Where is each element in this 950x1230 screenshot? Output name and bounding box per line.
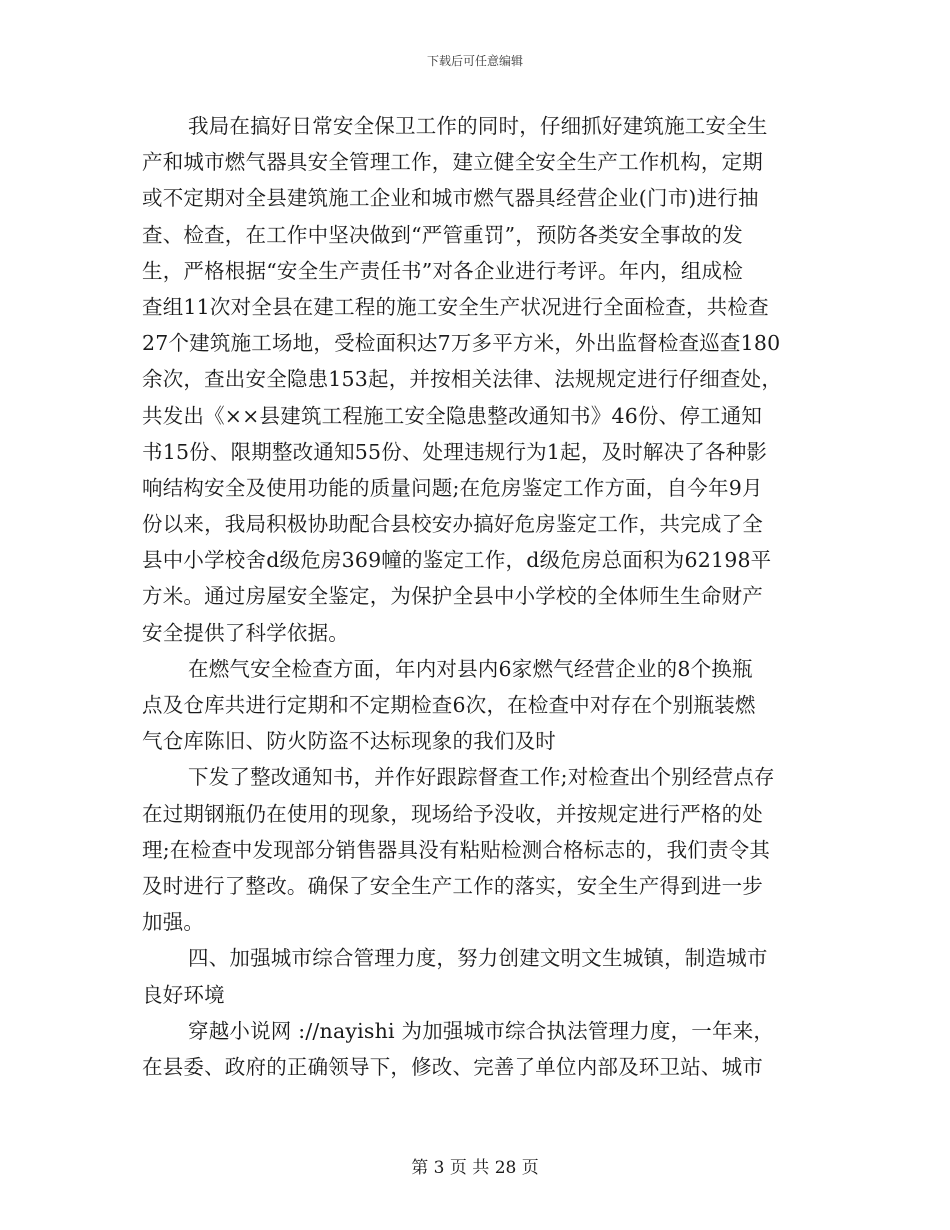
text-line: 共发出《××县建筑工程施工安全隐患整改通知书》46份、停工通知 (142, 403, 763, 428)
text-line: 安全提供了科学依据。 (142, 620, 349, 645)
text-line: 及时进行了整改。确保了安全生产工作的落实，安全生产得到进一步 (142, 873, 763, 898)
text-line: 加强。 (142, 910, 205, 935)
section-heading: 良好环境 (142, 982, 225, 1007)
text-line: 27个建筑施工场地，受检面积达7万多平方米，外出监督检查巡查180 (142, 331, 781, 356)
text-line: 气仓库陈旧、防火防盗不达标现象的我们及时 (142, 729, 556, 754)
text-line: 下发了整改通知书，并作好跟踪督查工作;对检查出个别经营点存 (188, 765, 775, 790)
text-line: 余次，查出安全隐患153起，并按相关法律、法规规定进行仔细查处， (142, 367, 783, 392)
text-line: 或不定期对全县建筑施工企业和城市燃气器具经营企业(门市)进行抽 (142, 186, 759, 211)
text-line: 书15份、限期整改通知55份、处理违规行为1起，及时解决了各种影 (142, 439, 768, 464)
text-line: 生，严格根据“安全生产责任书”对各企业进行考评。年内，组成检 (142, 258, 743, 283)
text-line: 份以来，我局积极协助配合县校安办搞好危房鉴定工作，共完成了全 (142, 512, 763, 537)
text-line: 在过期钢瓶仍在使用的现象，现场给予没收，并按规定进行严格的处 (142, 801, 763, 826)
text-line: 我局在搞好日常安全保卫工作的同时，仔细抓好建筑施工安全生 (188, 114, 768, 138)
text-line: 查、检查，在工作中坚决做到“严管重罚”，预防各类安全事故的发 (142, 222, 743, 247)
section-heading: 四、加强城市综合管理力度，努力创建文明文生城镇，制造城市 (188, 946, 768, 971)
text-line: 方米。通过房屋安全鉴定，为保护全县中小学校的全体师生生命财产 (142, 584, 763, 609)
text-line: 穿越小说网 ://nayishi 为加强城市综合执法管理力度，一年来， (188, 1018, 775, 1043)
text-line: 县中小学校舍d级危房369幢的鉴定工作，d级危房总面积为62198平 (142, 548, 772, 573)
text-line: 在燃气安全检查方面，年内对县内6家燃气经营企业的8个换瓶 (188, 656, 753, 681)
document-body (142, 108, 832, 1085)
text-line: 产和城市燃气器具安全管理工作，建立健全安全生产工作机构，定期 (142, 150, 763, 175)
text-line: 响结构安全及使用功能的质量问题;在危房鉴定工作方面，自今年9月 (142, 475, 763, 500)
text-line: 理;在检查中发现部分销售器具没有粘贴检测合格标志的，我们责令其 (142, 837, 771, 862)
text-line: 查组11次对全县在建工程的施工安全生产状况进行全面检查，共检查 (142, 294, 769, 319)
text-line: 点及仓库共进行定期和不定期检查6次，在检查中对存在个别瓶装燃 (142, 693, 756, 717)
page-header: 下载后可任意编辑 (426, 54, 523, 68)
text-line: 在县委、政府的正确领导下，修改、完善了单位内部及环卫站、城市 (142, 1054, 763, 1079)
page-number-footer: 第 3 页 共 28 页 (411, 1158, 539, 1178)
